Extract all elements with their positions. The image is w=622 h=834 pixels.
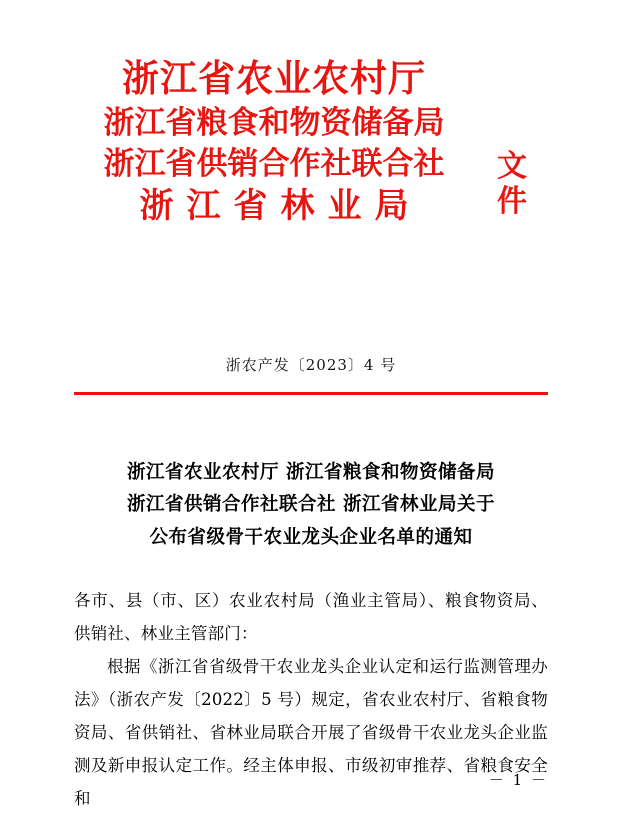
letterhead-line-1: 浙江省农业农村厅 bbox=[122, 56, 426, 100]
red-divider-rule bbox=[74, 392, 548, 395]
letterhead bbox=[74, 0, 548, 240]
page-number: － 1 － bbox=[488, 771, 548, 789]
document-body bbox=[74, 584, 548, 815]
page-title-line-3: 公布省级骨干农业龙头企业名单的通知 bbox=[149, 526, 473, 548]
letterhead-line-3: 浙江省供销合作社联合社 bbox=[103, 146, 445, 182]
letterhead-line-4: 浙江省林业局 bbox=[139, 186, 422, 226]
letterhead-document-word: 文件 bbox=[497, 149, 527, 219]
page-title bbox=[74, 457, 548, 554]
page-title-line-1: 浙江省农业农村厅 浙江省粮食和物资储备局 bbox=[127, 462, 495, 483]
body-paragraph-1: 根据《浙江省省级骨干农业龙头企业认定和运行监测管理办法》（浙农产发〔2022〕5 号）规定，省农业农村厅、省粮食物资局、省供销社、省林业局联合开展了省级骨干农业龙头企业监测及新申报认定工作。经主体申报、市级初审推荐、省粮食安全和 bbox=[74, 657, 548, 809]
document-number: 浙农产发〔2023〕4 号 bbox=[225, 356, 397, 374]
page-title-line-2: 浙江省供销合作社联合社 浙江省林业局关于 bbox=[127, 494, 495, 516]
letterhead-agency-lines bbox=[74, 56, 474, 226]
letterhead-line-2: 浙江省粮食和物资储备局 bbox=[103, 105, 445, 141]
body-paragraph-recipients: 各市、县（市、区）农业农村局（渔业主管局）、粮食物资局、供销社、林业主管部门： bbox=[74, 591, 548, 644]
